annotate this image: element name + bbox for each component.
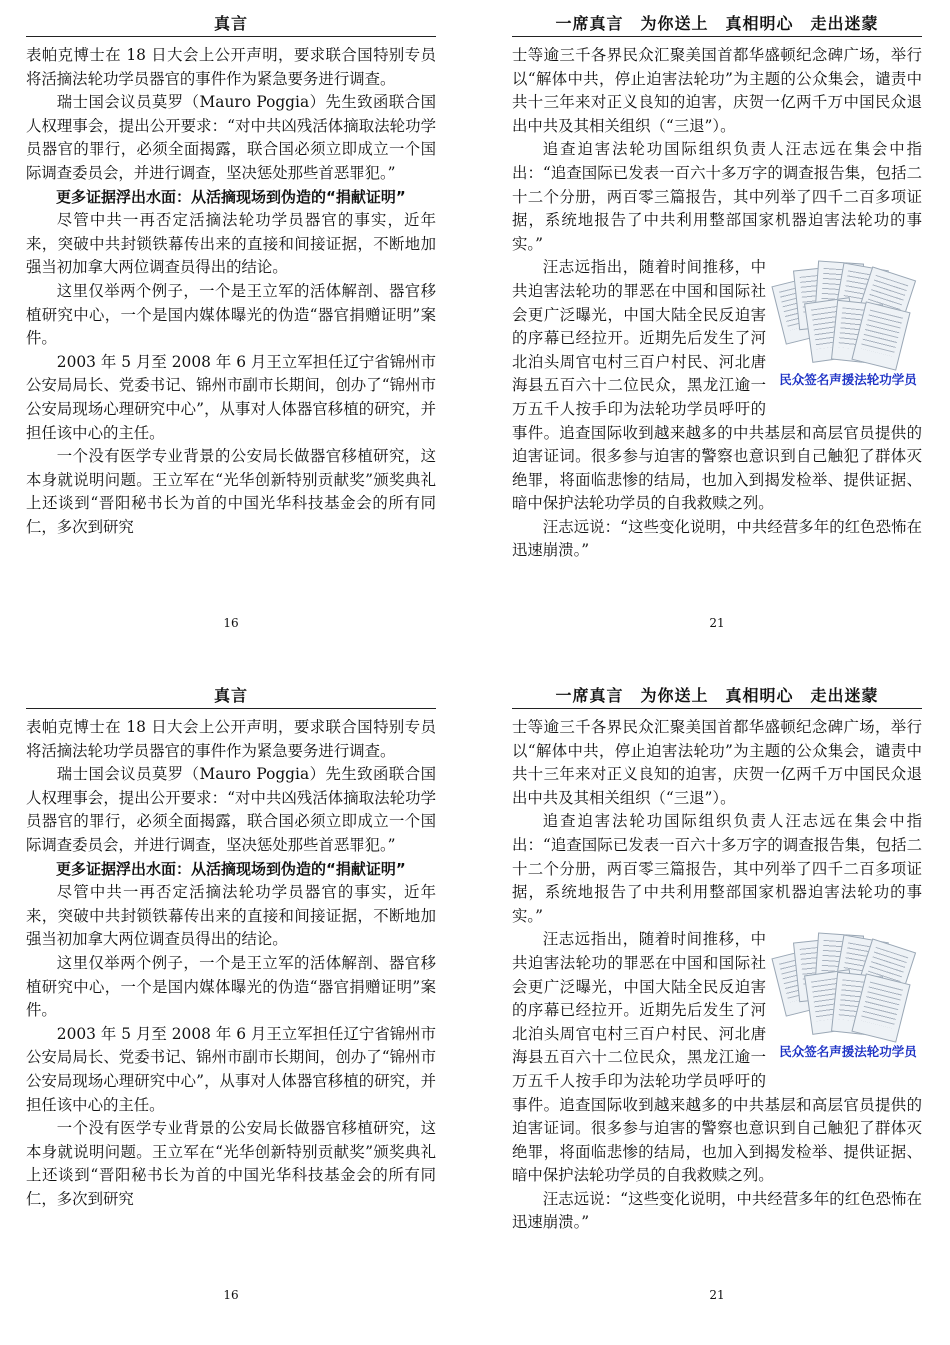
- paragraph: 表帕克博士在 18 日大会上公开声明，要求联合国特别专员将活摘法轮功学员器官的事件作为紧急要务进行调查。: [26, 46, 436, 88]
- spread-top-left-page: [26, 14, 436, 646]
- paragraph: 追查迫害法轮功国际组织负责人汪志远在集会中指出：“追查国际已发表一百六十多万字的调查报告集，包括二十二个分册，两百零三篇报告，其中列举了四千二百多项证据，系统地报告了中共利用整部国家机器迫害法轮功的事实。”: [512, 140, 922, 253]
- figure-caption: 民众签名声援法轮功学员: [779, 1044, 917, 1060]
- paragraph-text: 汪志远指出，随着时间推移，中共迫害法轮功的罪恶在中国和国际社会更广泛曝光，中国大陆全民反迫害的序幕已经拉开。近期先后发生了河北泊头周官屯村三百户村民、河北唐海县五百六十二位民众，黑龙江逾一万五千人按手印为法轮功学员呼吁的事件。追查国际收到越来越多的中共基层和高层官员提供的迫害证词。很多参与迫害的警察也意识到自己触犯了群体灭绝罪，将面临悲惨的结局，也加入到揭发检举、提供证据、暗中保护法轮功学员的自我救赎之列。: [512, 930, 922, 1185]
- left-page-header: 真言: [26, 686, 436, 709]
- right-page-header: 一席真言 为你送上 真相明心 走出迷蒙: [512, 686, 922, 709]
- paragraph: 瑞士国会议员莫罗（Mauro Poggia）先生致函联合国人权理事会，提出公开要求：“对中共凶残活体摘取法轮功学员器官的罪行，必须全面揭露，联合国必须立即成立一个国际调查委员会，并进行调查，坚决惩处那些首恶罪犯。”: [26, 765, 436, 854]
- paragraph: 士等逾三千各界民众汇聚美国首都华盛顿纪念碑广场，举行以“解体中共，停止迫害法轮功”为主题的公众集会，谴责中共十三年来对正义良知的迫害，庆贺一亿两千万中国民众退出中共及其相关组织（“三退”）。: [512, 718, 922, 807]
- section-heading: 更多证据浮出水面：从活摘现场到伪造的“捐献证明”: [56, 187, 406, 206]
- right-page-body: [512, 44, 922, 563]
- left-page-number: 16: [223, 1288, 239, 1302]
- right-page-number: 21: [709, 616, 725, 630]
- paragraph: 这里仅举两个例子，一个是王立军的活体解剖、器官移植研究中心，一个是国内媒体曝光的伪造“器官捐赠证明”案件。: [26, 281, 436, 348]
- left-page-header: 真言: [26, 14, 436, 37]
- signed-petition-sheets-icon: [778, 934, 918, 1034]
- paragraph: 表帕克博士在 18 日大会上公开声明，要求联合国特别专员将活摘法轮功学员器官的事件作为紧急要务进行调查。: [26, 718, 436, 760]
- section-heading: 更多证据浮出水面：从活摘现场到伪造的“捐献证明”: [56, 859, 406, 878]
- paragraph: 这里仅举两个例子，一个是王立军的活体解剖、器官移植研究中心，一个是国内媒体曝光的伪造“器官捐赠证明”案件。: [26, 953, 436, 1020]
- spread-top-right-page: [512, 14, 922, 646]
- left-page-number: 16: [223, 616, 239, 630]
- right-page-header: 一席真言 为你送上 真相明心 走出迷蒙: [512, 14, 922, 37]
- paragraph: 汪志远说：“这些变化说明，中共经营多年的红色恐怖在迅速崩溃。”: [512, 517, 922, 560]
- paragraph: 汪志远说：“这些变化说明，中共经营多年的红色恐怖在迅速崩溃。”: [512, 1189, 922, 1232]
- paragraph: 尽管中共一再否定活摘法轮功学员器官的事实，近年来，突破中共封锁铁幕传出来的直接和间接证据，不断地加强当初加拿大两位调查员得出的结论。: [26, 211, 436, 277]
- paragraph: 士等逾三千各界民众汇聚美国首都华盛顿纪念碑广场，举行以“解体中共，停止迫害法轮功”为主题的公众集会，谴责中共十三年来对正义良知的迫害，庆贺一亿两千万中国民众退出中共及其相关组织（“三退”）。: [512, 46, 922, 135]
- right-page-number: 21: [709, 1288, 725, 1302]
- petition-photo-figure: [774, 932, 922, 1072]
- paragraph: 一个没有医学专业背景的公安局长做器官移植研究，这本身就说明问题。王立军在“光华创新特别贡献奖”颁奖典礼上还谈到“晋阳秘书长为首的中国光华科技基金会的所有同仁，多次到研究: [26, 1119, 436, 1208]
- figure-caption: 民众签名声援法轮功学员: [779, 372, 917, 388]
- signed-petition-sheets-icon: [778, 262, 918, 362]
- paragraph: 2003 年 5 月至 2008 年 6 月王立军担任辽宁省锦州市公安局局长、党委书记、锦州市副市长期间，创办了“锦州市公安局现场心理研究中心”，从事对人体器官移植的研究，并担任该中心的主任。: [26, 1024, 436, 1114]
- paragraph: 一个没有医学专业背景的公安局长做器官移植研究，这本身就说明问题。王立军在“光华创新特别贡献奖”颁奖典礼上还谈到“晋阳秘书长为首的中国光华科技基金会的所有同仁，多次到研究: [26, 447, 436, 536]
- left-page-body: [26, 716, 436, 1211]
- right-page-body: [512, 716, 922, 1235]
- paragraph: 2003 年 5 月至 2008 年 6 月王立军担任辽宁省锦州市公安局局长、党委书记、锦州市副市长期间，创办了“锦州市公安局现场心理研究中心”，从事对人体器官移植的研究，并担任该中心的主任。: [26, 352, 436, 442]
- paragraph: 尽管中共一再否定活摘法轮功学员器官的事实，近年来，突破中共封锁铁幕传出来的直接和间接证据，不断地加强当初加拿大两位调查员得出的结论。: [26, 883, 436, 949]
- petition-photo-figure: [774, 260, 922, 400]
- spread-bottom-left-page: [26, 686, 436, 1318]
- left-page-body: [26, 44, 436, 539]
- paragraph: 追查迫害法轮功国际组织负责人汪志远在集会中指出：“追查国际已发表一百六十多万字的调查报告集，包括二十二个分册，两百零三篇报告，其中列举了四千二百多项证据，系统地报告了中共利用整部国家机器迫害法轮功的事实。”: [512, 812, 922, 925]
- paragraph-text: 汪志远指出，随着时间推移，中共迫害法轮功的罪恶在中国和国际社会更广泛曝光，中国大陆全民反迫害的序幕已经拉开。近期先后发生了河北泊头周官屯村三百户村民、河北唐海县五百六十二位民众，黑龙江逾一万五千人按手印为法轮功学员呼吁的事件。追查国际收到越来越多的中共基层和高层官员提供的迫害证词。很多参与迫害的警察也意识到自己触犯了群体灭绝罪，将面临悲惨的结局，也加入到揭发检举、提供证据、暗中保护法轮功学员的自我救赎之列。: [512, 258, 922, 513]
- spread-bottom-right-page: [512, 686, 922, 1318]
- paragraph: 瑞士国会议员莫罗（Mauro Poggia）先生致函联合国人权理事会，提出公开要求：“对中共凶残活体摘取法轮功学员器官的罪行，必须全面揭露，联合国必须立即成立一个国际调查委员会，并进行调查，坚决惩处那些首恶罪犯。”: [26, 93, 436, 182]
